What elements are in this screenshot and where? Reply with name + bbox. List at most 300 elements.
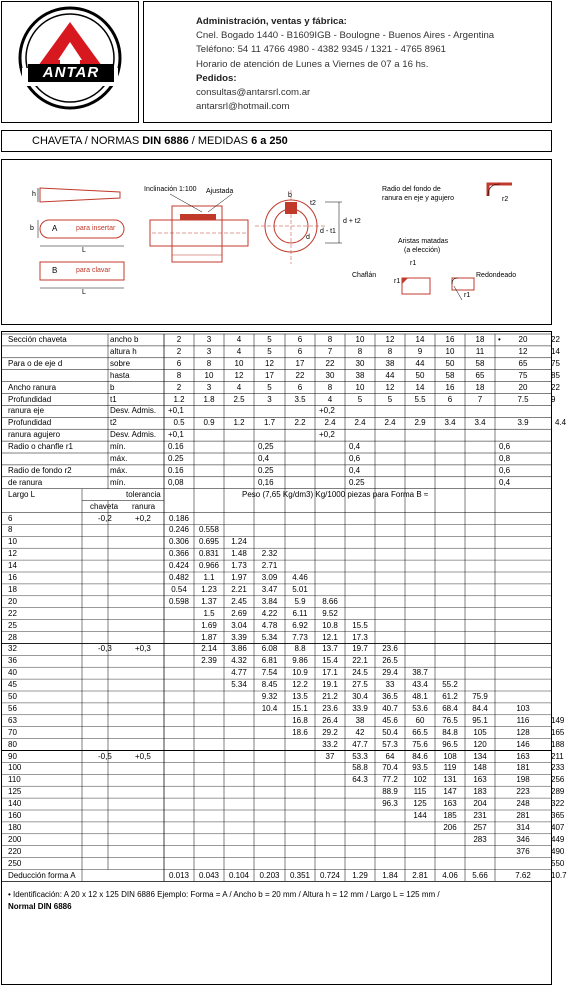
weight-cell: 2.69 <box>231 608 247 618</box>
weight-cell: 206 <box>443 822 457 832</box>
table-cell: 4 <box>236 346 242 356</box>
antar-logo <box>2 2 138 122</box>
weight-cell: 17.1 <box>322 668 338 678</box>
weight-cell: 376 <box>516 846 530 856</box>
table-cell: 9 <box>551 394 556 404</box>
table-cell: 75 <box>518 370 528 380</box>
weight-cell: 16.8 <box>292 715 308 725</box>
weight-cell: 204 <box>473 799 487 809</box>
label-h: h <box>32 191 36 198</box>
row-sublabel: ancho b <box>110 335 139 344</box>
length-cell: 90 <box>8 751 17 761</box>
label-b-text: para clavar <box>76 267 111 274</box>
weight-cell: 12.1 <box>322 632 338 642</box>
label-b-dim: b <box>30 225 34 232</box>
table-cell: 0,4 <box>349 442 361 452</box>
label-b2: b <box>288 192 292 199</box>
weight-cell: 7.54 <box>261 668 278 678</box>
table-cell: 0,25 <box>258 442 274 452</box>
weight-cell: 0.558 <box>198 525 220 535</box>
table-cell: 58 <box>445 370 455 380</box>
weight-cell: 3.04 <box>231 620 247 630</box>
weight-cell: 108 <box>443 751 457 761</box>
table-cell: 8 <box>176 370 182 380</box>
length-cell: 140 <box>8 799 22 809</box>
weight-cell: 77.2 <box>382 775 398 785</box>
table-cell: 8 <box>206 358 212 368</box>
title-part: CHAVETA <box>32 135 82 147</box>
weight-cell: 116 <box>516 715 530 725</box>
table-cell: 20 <box>518 382 528 392</box>
table-cell: 1.2 <box>173 394 185 404</box>
table-cell: 12 <box>234 370 244 380</box>
length-cell: 220 <box>8 846 22 856</box>
row-label: Profundidad <box>8 418 52 428</box>
row-sublabel: t1 <box>110 394 117 404</box>
table-cell: 30 <box>325 370 335 380</box>
row-sublabel: b <box>110 382 115 392</box>
length-cell: 110 <box>8 775 21 785</box>
table-cell: 4 <box>327 394 333 404</box>
title-sizes: 6 a 250 <box>251 135 288 147</box>
weight-cell: 248 <box>516 799 530 809</box>
row-label: Ancho ranura <box>8 382 57 392</box>
weight-cell: 45.6 <box>382 715 398 725</box>
adjusted-label: Ajustada <box>206 188 234 195</box>
row-label: Sección chaveta <box>8 335 67 344</box>
weight-cell: 181 <box>516 763 530 773</box>
deduction-cell: 0.203 <box>259 870 280 880</box>
label-b: B <box>52 266 58 275</box>
weight-cell: 198 <box>516 775 530 785</box>
table-cell: 10 <box>355 335 365 344</box>
length-cell: 22 <box>8 608 17 618</box>
weight-cell: 1.37 <box>201 596 217 606</box>
weight-cell: 322 <box>551 799 565 809</box>
weight-cell: 4.46 <box>292 573 308 582</box>
weight-cell: 57.3 <box>382 739 398 749</box>
dimension-table <box>1 331 567 985</box>
weight-cell: 19.1 <box>322 680 338 690</box>
weight-cell: 9.32 <box>261 692 278 701</box>
diagram-panel <box>1 159 552 325</box>
weight-cell: 2.21 <box>231 584 247 594</box>
col-mark: • <box>498 335 501 344</box>
table-cell: 6 <box>297 346 303 356</box>
weight-cell: 1.24 <box>231 537 247 547</box>
table-cell: 38 <box>385 358 395 368</box>
table-cell: 14 <box>415 335 425 344</box>
table-cell: 0.16 <box>168 442 184 452</box>
table-cell: 0.16 <box>168 465 184 475</box>
weight-cell: 26.5 <box>382 656 398 666</box>
weight-cell: 15.4 <box>322 656 338 666</box>
chamfer-label: Chaflán <box>352 272 377 279</box>
weight-cell: 2.71 <box>261 561 278 571</box>
weight-cell: 314 <box>516 822 530 832</box>
weight-cell: 33.2 <box>322 739 338 749</box>
table-cell: 2.2 <box>294 418 306 428</box>
tolerance-header: tolerancia <box>126 489 161 499</box>
weight-cell: 88.9 <box>382 787 398 797</box>
table-cell: 50 <box>445 358 455 368</box>
tol-groove-cell: +0,5 <box>135 751 151 761</box>
deduction-cell: 5.66 <box>472 870 488 880</box>
weight-cell: 490 <box>551 846 565 856</box>
table-cell: 9 <box>417 346 423 356</box>
weight-cell: 163 <box>443 799 457 809</box>
deduction-cell: 2.81 <box>412 870 428 880</box>
table-cell: 12 <box>385 382 395 392</box>
table-cell: 0.5 <box>173 418 185 428</box>
email-2[interactable]: antarsrl@hotmail.com <box>196 101 290 113</box>
weight-cell: 8.8 <box>294 644 306 654</box>
table-cell: 14 <box>551 346 560 356</box>
table-cell: 2 <box>176 382 182 392</box>
row-sublabel: sobre <box>110 358 131 368</box>
table-cell: 0,6 <box>499 442 511 452</box>
table-cell: 12 <box>265 358 274 368</box>
table-cell: 8 <box>357 346 363 356</box>
weight-cell: 29.2 <box>322 727 338 737</box>
title-norm: DIN 6886 <box>142 135 189 147</box>
weight-cell: 27.5 <box>352 680 368 690</box>
weight-cell: 10.8 <box>322 620 338 630</box>
deduction-cell: 4.06 <box>442 870 458 880</box>
weight-cell: 38.7 <box>412 668 428 678</box>
table-cell: 2.4 <box>384 418 396 428</box>
table-cell: 30 <box>355 358 365 368</box>
table-cell: +0,2 <box>319 406 335 416</box>
table-cell: 5.5 <box>414 394 426 404</box>
weight-cell: 5.34 <box>231 680 247 690</box>
length-cell: 250 <box>8 858 22 868</box>
deduction-cell: 0.043 <box>198 870 220 880</box>
table-cell: 1.8 <box>203 394 215 404</box>
weight-cell: 10.9 <box>292 668 308 678</box>
weight-cell: 281 <box>516 811 530 820</box>
table-cell: 4.4 <box>555 418 567 428</box>
row-label: Para o de eje d <box>8 358 63 368</box>
weight-cell: 66.5 <box>412 727 428 737</box>
company-phone: Teléfono: 54 11 4766 4980 - 4382 9345 / 1321 - 4765 8961 <box>196 44 447 56</box>
length-cell: 50 <box>8 692 17 701</box>
weight-cell: 84.6 <box>412 751 428 761</box>
weight-cell: 0.54 <box>171 584 187 594</box>
table-cell: 75 <box>551 358 560 368</box>
weight-cell: 3.09 <box>261 573 278 582</box>
table-cell: 22 <box>551 382 560 392</box>
deduction-cell: 1.84 <box>382 870 398 880</box>
weight-cell: 8.45 <box>261 680 278 690</box>
weight-cell: 8.66 <box>322 596 338 606</box>
tol-key-cell: -0,2 <box>98 513 112 523</box>
weight-cell: 0.366 <box>168 549 190 559</box>
weight-cell: 13.5 <box>292 692 308 701</box>
weight-cell: 6.11 <box>292 608 308 618</box>
length-cell: 45 <box>8 680 17 690</box>
identification-note: • Identificación: A 20 x 12 x 125 DIN 6886 Ejemplo: Forma = A / Ancho b = 20 mm / Altura h = 12 mm / Largo L = 125 mm / <box>8 890 440 900</box>
row-sublabel: mín. <box>110 442 126 452</box>
weight-cell: 6.92 <box>292 620 308 630</box>
tol-key-cell: -0,3 <box>98 644 112 654</box>
label-t2: t2 <box>310 200 316 207</box>
weight-cell: 3.39 <box>231 632 247 642</box>
weight-cell: 115 <box>413 787 427 797</box>
weight-cell: 5.34 <box>261 632 278 642</box>
table-cell: 3 <box>206 346 212 356</box>
length-cell: 14 <box>8 561 17 571</box>
table-cell: 5 <box>267 346 272 356</box>
table-cell: 6 <box>297 335 303 344</box>
label-r2: r2 <box>502 196 509 203</box>
table-cell: 16 <box>445 382 455 392</box>
table-cell: 14 <box>415 382 425 392</box>
weight-cell: 256 <box>551 775 565 785</box>
length-cell: 180 <box>8 822 22 832</box>
weight-cell: 365 <box>551 811 565 820</box>
table-cell: 11 <box>475 346 485 356</box>
table-cell: 3.9 <box>517 418 529 428</box>
table-cell: 8 <box>327 335 333 344</box>
label-r1b: r1 <box>394 278 401 285</box>
table-cell: 0.25 <box>258 465 274 475</box>
weight-cell: 10.4 <box>261 703 278 713</box>
length-cell: 8 <box>8 525 13 535</box>
weight-cell: 6.08 <box>261 644 278 654</box>
table-cell: 16 <box>445 335 455 344</box>
company-hours: Horario de atención de Lunes a Viernes de 07 a 16 hs. <box>196 58 429 70</box>
weight-cell: 1.73 <box>231 561 247 571</box>
table-cell: 0.9 <box>203 418 215 428</box>
label-d-t1: d - t1 <box>320 228 336 235</box>
weight-cell: 60 <box>415 715 425 725</box>
table-cell: 2.9 <box>414 418 426 428</box>
length-cell: 20 <box>8 596 17 606</box>
deduction-cell: 0.104 <box>228 870 250 880</box>
weight-cell: 64 <box>385 751 395 761</box>
weight-cell: 5.01 <box>292 584 308 594</box>
table-cell: 44 <box>385 370 395 380</box>
groove-header: ranura <box>132 501 156 511</box>
row-sublabel: máx. <box>110 454 128 463</box>
table-cell: 3 <box>267 394 272 404</box>
weight-cell: 257 <box>473 822 487 832</box>
table-cell: 6 <box>176 358 182 368</box>
table-cell: 0.25 <box>168 454 184 463</box>
table-cell: 5 <box>357 394 363 404</box>
row-label: de ranura <box>8 477 43 487</box>
edges-title-2: (a elección) <box>404 247 441 254</box>
weight-cell: 0.424 <box>168 561 190 571</box>
row-label: Radio de fondo r2 <box>8 465 72 475</box>
weight-cell: 2.39 <box>201 656 217 666</box>
inclination-label: Inclinación 1:100 <box>144 186 197 193</box>
weight-cell: 23.6 <box>322 703 338 713</box>
row-sublabel: t2 <box>110 418 117 428</box>
table-cell: 4 <box>236 382 242 392</box>
table-cell: 0,6 <box>499 465 511 475</box>
deduction-cell: 1.29 <box>352 870 368 880</box>
length-cell: 80 <box>8 739 17 749</box>
weight-cell: 75.6 <box>412 739 428 749</box>
weight-cell: 61.2 <box>442 692 458 701</box>
weight-cell: 70.4 <box>382 763 398 773</box>
identification-note-2: Normal DIN 6886 <box>8 902 72 912</box>
table-cell: 22 <box>325 358 335 368</box>
table-cell: 8 <box>387 346 393 356</box>
weight-cell: 53.6 <box>412 703 428 713</box>
table-cell: 5 <box>387 394 393 404</box>
deduction-cell: 0.013 <box>168 870 190 880</box>
table-cell: 5 <box>267 335 272 344</box>
weight-cell: 58.8 <box>352 763 368 773</box>
weight-cell: 75.9 <box>472 692 488 701</box>
table-cell: 20 <box>518 335 528 344</box>
weight-cell: 68.4 <box>442 703 458 713</box>
table-cell: 8 <box>327 382 333 392</box>
weight-cell: 95.1 <box>472 715 488 725</box>
table-cell: 10 <box>234 358 244 368</box>
row-sublabel: altura h <box>110 346 137 356</box>
weight-cell: 233 <box>551 763 565 773</box>
company-info-box <box>143 1 552 123</box>
table-cell: 10 <box>445 346 455 356</box>
weight-cell: 21.2 <box>322 692 338 701</box>
weight-cell: 53.3 <box>352 751 368 761</box>
weight-cell: 30.4 <box>352 692 368 701</box>
label-d: d <box>306 234 310 241</box>
length-cell: 6 <box>8 513 13 523</box>
row-sublabel: hasta <box>110 370 130 380</box>
weight-cell: 0.966 <box>198 561 220 571</box>
weight-cell: 1.69 <box>201 620 217 630</box>
table-cell: 17 <box>265 370 274 380</box>
weight-cell: 4.22 <box>261 608 278 618</box>
weight-cell: 0.482 <box>168 573 190 582</box>
table-cell: 0,8 <box>499 454 511 463</box>
weight-cell: 1.1 <box>203 573 215 582</box>
title-sep: / NORMAS <box>81 135 143 147</box>
weight-cell: 223 <box>516 787 530 797</box>
table-cell: 7 <box>327 346 333 356</box>
label-a: A <box>52 224 58 233</box>
weight-header: Peso (7,65 Kg/dm3) Kg/1000 piezas para Forma B ≈ <box>242 489 429 499</box>
table-cell: 2.4 <box>324 418 336 428</box>
header <box>0 0 553 126</box>
weight-cell: 289 <box>551 787 565 797</box>
length-cell: 36 <box>8 656 17 666</box>
weight-cell: 17.3 <box>352 632 368 642</box>
deduction-cell: 0.351 <box>289 870 311 880</box>
company-heading: Administración, ventas y fábrica: <box>196 16 347 27</box>
tol-key-cell: -0,5 <box>98 751 112 761</box>
weight-cell: 55.2 <box>442 680 458 690</box>
table-cell: 0.25 <box>349 477 365 487</box>
weight-cell: 33 <box>385 680 395 690</box>
weight-cell: 188 <box>551 739 565 749</box>
weight-cell: 47.7 <box>352 739 368 749</box>
email-1[interactable]: consultas@antarsrl.com.ar <box>196 87 311 99</box>
weight-cell: 163 <box>516 751 530 761</box>
row-label: ranura agujero <box>8 430 61 440</box>
table-cell: 0,4 <box>349 465 361 475</box>
weight-cell: 9.86 <box>292 656 308 666</box>
weight-cell: 0.598 <box>168 596 190 606</box>
weight-cell: 38 <box>355 715 365 725</box>
weight-cell: 23.6 <box>382 644 398 654</box>
length-cell: 63 <box>8 715 17 725</box>
weight-cell: 149 <box>551 715 565 725</box>
weight-cell: 4.78 <box>261 620 278 630</box>
weight-cell: 3.86 <box>231 644 247 654</box>
table-cell: +0,2 <box>319 430 335 440</box>
weight-cell: 48.1 <box>412 692 428 701</box>
row-sublabel: máx. <box>110 465 128 475</box>
label-r1c: r1 <box>464 292 471 299</box>
weight-cell: 1.97 <box>231 573 247 582</box>
row-label: ranura eje <box>8 406 45 416</box>
table-cell: 58 <box>475 358 485 368</box>
weight-cell: 131 <box>443 775 457 785</box>
table-cell: 65 <box>518 358 528 368</box>
weight-cell: 15.5 <box>352 620 368 630</box>
deduction-cell: 0.724 <box>319 870 341 880</box>
radius-title-1: Radio del fondo de <box>382 186 441 193</box>
label-r1a: r1 <box>410 260 417 267</box>
label-L2: L <box>82 289 86 296</box>
weight-cell: 37 <box>325 751 335 761</box>
table-cell: 10 <box>355 382 365 392</box>
table-cell: 7.5 <box>517 394 529 404</box>
tol-groove-cell: +0,2 <box>135 513 151 523</box>
table-cell: 1.7 <box>263 418 276 428</box>
table-cell: 6 <box>447 394 453 404</box>
weight-cell: 283 <box>473 834 487 844</box>
table-cell: 0,6 <box>349 454 361 463</box>
orders-label: Pedidos: <box>196 72 237 84</box>
company-address: Cnel. Bogado 1440 - B1609IGB - Boulogne - Buenos Aires - Argentina <box>196 30 495 42</box>
weight-cell: 76.5 <box>442 715 458 725</box>
row-sublabel: mín. <box>110 477 126 487</box>
table-cell: 17 <box>295 358 305 368</box>
table-cell: 7 <box>477 394 483 404</box>
length-cell: 56 <box>8 703 17 713</box>
tol-groove-cell: +0,3 <box>135 644 151 654</box>
table-cell: 0,16 <box>258 477 274 487</box>
deduction-cell: 10.7 <box>551 870 567 880</box>
rounded-label: Redondeado <box>476 272 517 279</box>
weight-cell: 33.9 <box>352 703 368 713</box>
weight-cell: 183 <box>473 787 487 797</box>
table-cell: +0,1 <box>168 406 184 416</box>
weight-cell: 42 <box>355 727 365 737</box>
weight-cell: 24.5 <box>352 668 368 678</box>
table-cell: 2 <box>176 335 182 344</box>
weight-cell: 29.4 <box>382 668 398 678</box>
table-cell: 5 <box>267 382 272 392</box>
table-cell: 2.5 <box>233 394 245 404</box>
weight-cell: 3.47 <box>261 584 278 594</box>
table-cell: 38 <box>355 370 365 380</box>
weight-cell: 36.5 <box>382 692 398 701</box>
weight-cell: 134 <box>473 751 487 761</box>
table-cell: 3 <box>206 335 212 344</box>
weight-cell: 96.3 <box>382 799 398 809</box>
table-cell: 22 <box>295 370 305 380</box>
label-L1: L <box>82 247 86 254</box>
length-cell: 125 <box>8 787 22 797</box>
